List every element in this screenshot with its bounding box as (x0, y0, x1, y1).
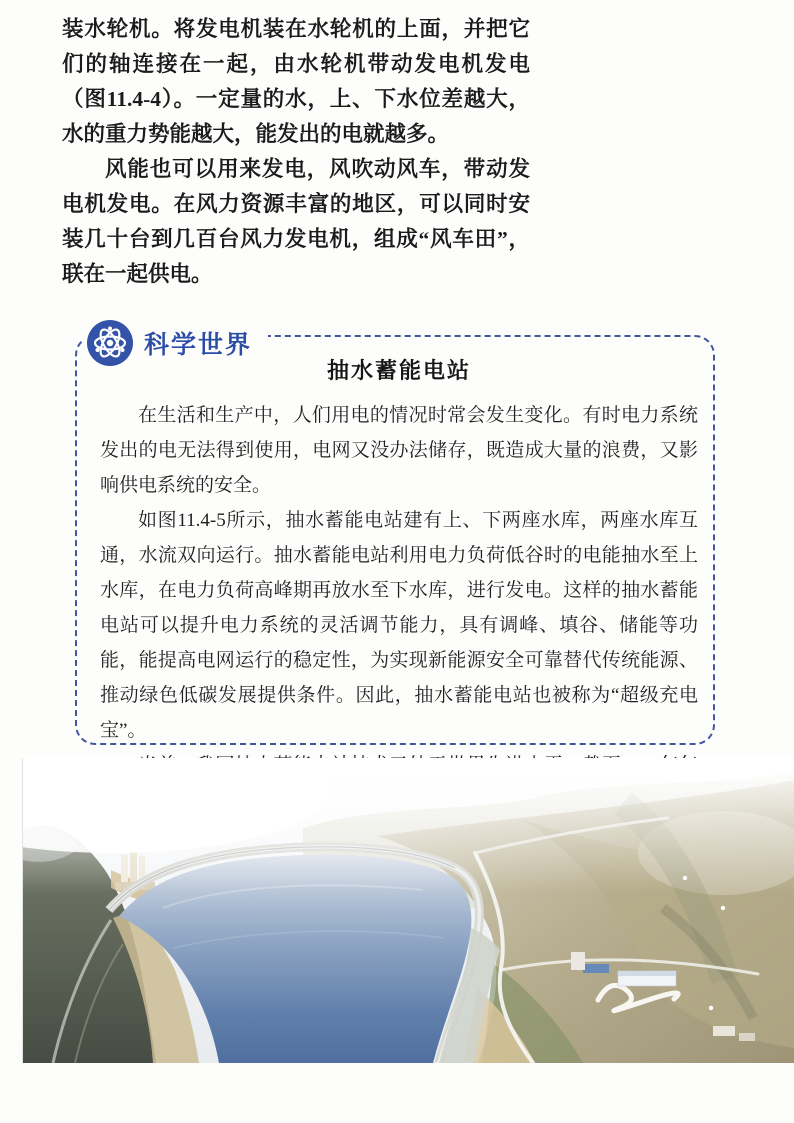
body-paragraph: 装水轮机。将发电机装在水轮机的上面，并把它们的轴连接在一起，由水轮机带动发电机发电（图11.4-4）。一定量的水，上、下水位差越大，水的重力势能越大，能发出的电就越多。 (62, 17, 530, 146)
science-world-title: 抽水蓄能电站 (326, 358, 471, 383)
science-world-paragraph: 如图11.4-5所示，抽水蓄能电站建有上、下两座水库，两座水库互通，水流双向运行。抽水蓄能电站利用电力负荷低谷时的电能抽水至上水库，在电力负荷高峰期再放水至下水库，进行发电。这样的抽水蓄能电站可以提升电力系统的灵活调节能力，具有调峰、填谷、储能等功能，能提高电网运行的稳定性，为实现新能源安全可靠替代传统能源、推动绿色低碳发展提供条件。因此，抽水蓄能电站也被称为“超级充电宝”。 (100, 510, 698, 741)
reservoir-photo (22, 758, 794, 1063)
reservoir-photo-art (23, 758, 794, 1063)
science-world-paragraph: 在生活和生产中，人们用电的情况时常会发生变化。有时电力系统发出的电无法得到使用，电网又没办法储存，既造成大量的浪费，又影响供电系统的安全。 (100, 405, 698, 496)
science-world-label: 科学世界 (144, 331, 253, 359)
science-world-content (100, 354, 698, 818)
body-paragraph: 风能也可以用来发电，风吹动风车，带动发电机发电。在风力资源丰富的地区，可以同时安装几十台到几百台风力发电机，组成“风车田”，联在一起供电。 (62, 157, 530, 286)
body-text-column (62, 12, 530, 292)
